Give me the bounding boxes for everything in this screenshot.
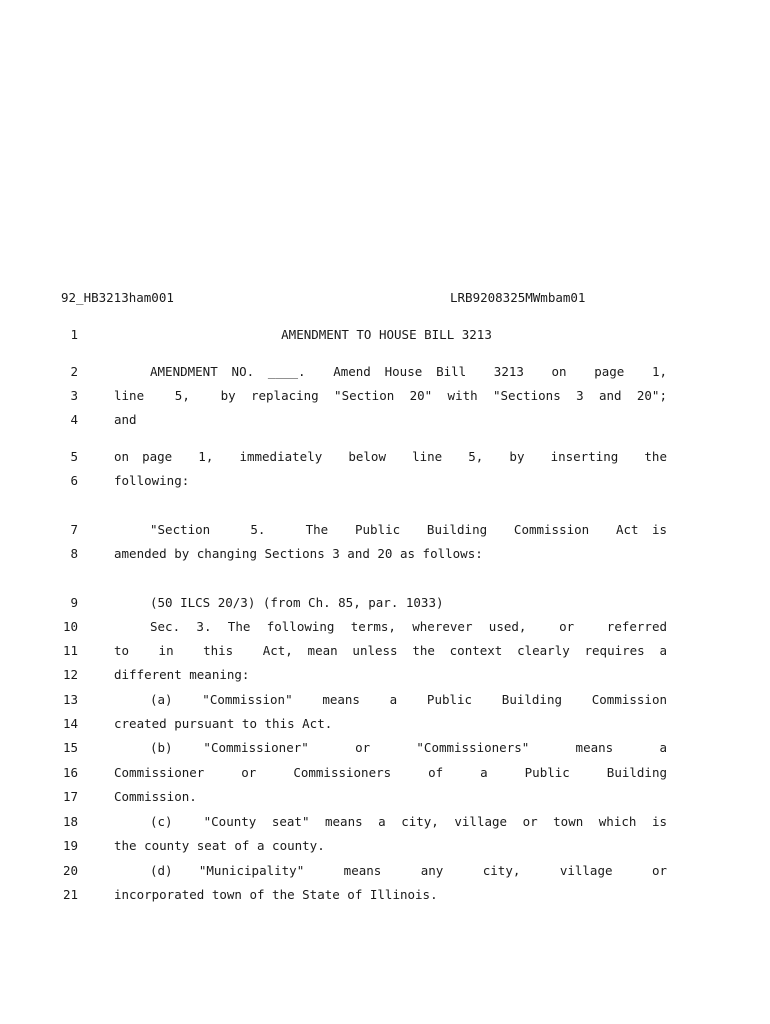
line-text: AMENDMENT NO. ____. Amend House Bill 3213 on page 1,: [150, 364, 667, 379]
document-code-left: 92_HB3213ham001: [61, 290, 174, 305]
line-text: the county seat of a county.: [114, 838, 325, 853]
line-text: Sec. 3. The following terms, wherever used, or referred: [150, 619, 667, 634]
line-number: 8: [70, 546, 78, 561]
line-number: 7: [70, 522, 78, 537]
text-line: [0, 716, 770, 734]
line-number: 9: [70, 595, 78, 610]
line-text: (b) "Commissioner" or "Commissioners" means a: [150, 740, 667, 755]
line-number: 17: [62, 789, 78, 804]
text-line: [0, 619, 770, 637]
text-line: [0, 364, 770, 382]
text-line: [0, 740, 770, 758]
line-text: "Section 5. The Public Building Commission Act is: [150, 522, 667, 537]
line-number: 4: [70, 412, 78, 427]
line-number: 14: [62, 716, 78, 731]
line-text: and: [114, 412, 137, 427]
line-number: 10: [62, 619, 78, 634]
text-line: [0, 814, 770, 832]
text-line: [0, 388, 770, 406]
amendment-title: AMENDMENT TO HOUSE BILL 3213: [281, 327, 492, 342]
line-text: (a) "Commission" means a Public Building Commission: [150, 692, 667, 707]
line-text: different meaning:: [114, 667, 250, 682]
line-text: incorporated town of the State of Illinois.: [114, 887, 438, 902]
line-text: to in this Act, mean unless the context clearly requires a: [114, 643, 667, 658]
line-number: 3: [70, 388, 78, 403]
line-number: 5: [70, 449, 78, 464]
line-number: 16: [62, 765, 78, 780]
line-number: 6: [70, 473, 78, 488]
line-text: created pursuant to this Act.: [114, 716, 333, 731]
line-number: 2: [70, 364, 78, 379]
line-text: Commission.: [114, 789, 197, 804]
text-line: [0, 667, 770, 685]
text-line: [0, 473, 770, 491]
line-text: Commissioner or Commissioners of a Public Building: [114, 765, 667, 780]
line-number: 18: [62, 814, 78, 829]
line-number: 12: [62, 667, 78, 682]
text-line: [0, 765, 770, 783]
line-number: 1: [70, 327, 78, 342]
line-text: following:: [114, 473, 190, 488]
line-number: 20: [62, 863, 78, 878]
text-line: [0, 643, 770, 661]
text-line: [0, 789, 770, 807]
text-line: [0, 863, 770, 881]
line-text: line 5, by replacing "Section 20" with "Sections 3 and 20";: [114, 388, 667, 403]
line-text: (50 ILCS 20/3) (from Ch. 85, par. 1033): [150, 595, 444, 610]
document-code-right: LRB9208325MWmbam01: [450, 290, 586, 305]
text-line: [0, 412, 770, 430]
line-number: 21: [62, 887, 78, 902]
line-text: amended by changing Sections 3 and 20 as follows:: [114, 546, 483, 561]
text-line: [0, 327, 770, 345]
line-number: 19: [62, 838, 78, 853]
line-text: on page 1, immediately below line 5, by inserting the: [114, 449, 667, 464]
text-line: [0, 546, 770, 564]
line-text: (d) "Municipality" means any city, village or: [150, 863, 667, 878]
text-line: [0, 838, 770, 856]
text-line: [0, 887, 770, 905]
line-number: 11: [62, 643, 78, 658]
line-number: 13: [62, 692, 78, 707]
text-line: [0, 692, 770, 710]
text-line: [0, 522, 770, 540]
text-line: [0, 449, 770, 467]
line-text: (c) "County seat" means a city, village or town which is: [150, 814, 667, 829]
line-number: 15: [62, 740, 78, 755]
text-line: [0, 595, 770, 613]
